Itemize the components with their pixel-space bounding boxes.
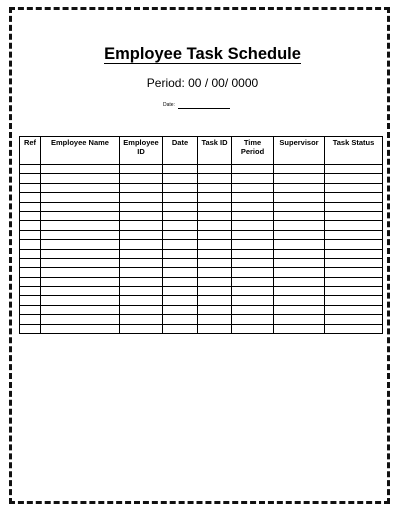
- table-cell[interactable]: [120, 268, 163, 277]
- table-cell[interactable]: [163, 324, 198, 333]
- table-cell[interactable]: [41, 305, 120, 314]
- table-cell[interactable]: [274, 230, 325, 239]
- table-cell[interactable]: [41, 183, 120, 192]
- table-cell[interactable]: [325, 258, 383, 267]
- table-cell[interactable]: [41, 221, 120, 230]
- table-cell[interactable]: [20, 183, 41, 192]
- column-header-task-status: Task Status: [325, 137, 383, 165]
- date-label: Date:: [163, 102, 175, 108]
- table-cell[interactable]: [274, 221, 325, 230]
- table-cell[interactable]: [120, 296, 163, 305]
- table-cell[interactable]: [163, 315, 198, 324]
- table-cell[interactable]: [232, 315, 274, 324]
- table-cell[interactable]: [120, 221, 163, 230]
- table-row: [20, 230, 383, 239]
- table-cell[interactable]: [325, 277, 383, 286]
- table-cell[interactable]: [163, 230, 198, 239]
- table-cell[interactable]: [41, 174, 120, 183]
- table-cell[interactable]: [232, 183, 274, 192]
- table-cell[interactable]: [232, 230, 274, 239]
- table-row: [20, 249, 383, 258]
- table-cell[interactable]: [41, 211, 120, 220]
- table-cell[interactable]: [198, 193, 232, 202]
- column-header-employee-name: Employee Name: [41, 137, 120, 165]
- table-cell[interactable]: [41, 277, 120, 286]
- table-cell[interactable]: [163, 193, 198, 202]
- column-header-supervisor: Supervisor: [274, 137, 325, 165]
- table-cell[interactable]: [198, 324, 232, 333]
- table-cell[interactable]: [274, 165, 325, 174]
- table-cell[interactable]: [274, 258, 325, 267]
- table-cell[interactable]: [20, 221, 41, 230]
- table-cell[interactable]: [198, 202, 232, 211]
- table-cell[interactable]: [20, 287, 41, 296]
- table-cell[interactable]: [41, 296, 120, 305]
- table-cell[interactable]: [198, 249, 232, 258]
- table-cell[interactable]: [120, 165, 163, 174]
- table-cell[interactable]: [198, 258, 232, 267]
- table-cell[interactable]: [41, 315, 120, 324]
- table-cell[interactable]: [120, 230, 163, 239]
- table-cell[interactable]: [198, 165, 232, 174]
- table-cell[interactable]: [325, 202, 383, 211]
- table-row: [20, 240, 383, 249]
- table-cell[interactable]: [163, 240, 198, 249]
- table-cell[interactable]: [20, 277, 41, 286]
- table-cell[interactable]: [325, 240, 383, 249]
- table-cell[interactable]: [120, 305, 163, 314]
- column-header-employee-id: Employee ID: [120, 137, 163, 165]
- table-cell[interactable]: [198, 240, 232, 249]
- task-schedule-table: [19, 136, 383, 334]
- title-text: Employee Task Schedule: [104, 45, 301, 63]
- table-row: [20, 315, 383, 324]
- table-cell[interactable]: [274, 277, 325, 286]
- table-body: [20, 165, 383, 334]
- table-cell[interactable]: [274, 296, 325, 305]
- table-cell[interactable]: [274, 249, 325, 258]
- table-cell[interactable]: [274, 202, 325, 211]
- table-cell[interactable]: [232, 296, 274, 305]
- table-cell[interactable]: [163, 211, 198, 220]
- table-cell[interactable]: [41, 324, 120, 333]
- table-cell[interactable]: [198, 230, 232, 239]
- table-cell[interactable]: [163, 249, 198, 258]
- table-row: [20, 211, 383, 220]
- table-cell[interactable]: [120, 202, 163, 211]
- table-row: [20, 305, 383, 314]
- table-cell[interactable]: [325, 296, 383, 305]
- table-cell[interactable]: [232, 202, 274, 211]
- table-cell[interactable]: [20, 230, 41, 239]
- table-cell[interactable]: [232, 174, 274, 183]
- date-blank-line: [178, 102, 230, 109]
- table-cell[interactable]: [163, 258, 198, 267]
- table-cell[interactable]: [120, 211, 163, 220]
- table-cell[interactable]: [274, 240, 325, 249]
- table-cell[interactable]: [41, 202, 120, 211]
- table-cell[interactable]: [120, 324, 163, 333]
- table-cell[interactable]: [41, 268, 120, 277]
- table-cell[interactable]: [325, 324, 383, 333]
- table-cell[interactable]: [198, 183, 232, 192]
- table-cell[interactable]: [325, 221, 383, 230]
- table-cell[interactable]: [198, 315, 232, 324]
- table-cell[interactable]: [232, 165, 274, 174]
- table-cell[interactable]: [20, 174, 41, 183]
- table-cell[interactable]: [41, 193, 120, 202]
- table-cell[interactable]: [274, 287, 325, 296]
- table-cell[interactable]: [163, 287, 198, 296]
- table-cell[interactable]: [325, 183, 383, 192]
- table-cell[interactable]: [232, 193, 274, 202]
- table-cell[interactable]: [325, 305, 383, 314]
- table-cell[interactable]: [41, 240, 120, 249]
- table-cell[interactable]: [274, 315, 325, 324]
- table-cell[interactable]: [20, 296, 41, 305]
- table-cell[interactable]: [120, 240, 163, 249]
- table-header-row: [20, 137, 383, 165]
- table-cell[interactable]: [325, 230, 383, 239]
- column-header-task-id: Task ID: [198, 137, 232, 165]
- table-cell[interactable]: [41, 287, 120, 296]
- table-row: [20, 202, 383, 211]
- table-cell[interactable]: [120, 287, 163, 296]
- table-cell[interactable]: [120, 249, 163, 258]
- table-cell[interactable]: [198, 277, 232, 286]
- table-cell[interactable]: [20, 268, 41, 277]
- table-cell[interactable]: [325, 249, 383, 258]
- table-cell[interactable]: [325, 211, 383, 220]
- table-cell[interactable]: [41, 249, 120, 258]
- table-cell[interactable]: [198, 268, 232, 277]
- table-cell[interactable]: [41, 165, 120, 174]
- table-cell[interactable]: [198, 211, 232, 220]
- document-title: [0, 44, 405, 64]
- table-cell[interactable]: [120, 183, 163, 192]
- table-cell[interactable]: [198, 287, 232, 296]
- table-row: [20, 277, 383, 286]
- table-cell[interactable]: [20, 211, 41, 220]
- table-cell[interactable]: [20, 240, 41, 249]
- table-cell[interactable]: [274, 193, 325, 202]
- table-cell[interactable]: [274, 211, 325, 220]
- table-cell[interactable]: [120, 193, 163, 202]
- table-cell[interactable]: [274, 268, 325, 277]
- table-cell[interactable]: [325, 174, 383, 183]
- table-row: [20, 296, 383, 305]
- table-cell[interactable]: [325, 268, 383, 277]
- table-row: [20, 183, 383, 192]
- table-cell[interactable]: [232, 221, 274, 230]
- table-cell[interactable]: [20, 202, 41, 211]
- table-cell[interactable]: [232, 240, 274, 249]
- table-row: [20, 268, 383, 277]
- table-cell[interactable]: [325, 165, 383, 174]
- table-cell[interactable]: [232, 258, 274, 267]
- table-cell[interactable]: [120, 277, 163, 286]
- table-cell[interactable]: [163, 221, 198, 230]
- table-cell[interactable]: [41, 258, 120, 267]
- table-cell[interactable]: [232, 277, 274, 286]
- table-cell[interactable]: [198, 221, 232, 230]
- table-row: [20, 258, 383, 267]
- column-header-date: Date: [163, 137, 198, 165]
- table-cell[interactable]: [20, 249, 41, 258]
- table-row: [20, 324, 383, 333]
- table-row: [20, 165, 383, 174]
- table-cell[interactable]: [274, 183, 325, 192]
- table-cell[interactable]: [274, 174, 325, 183]
- table-cell[interactable]: [20, 315, 41, 324]
- table-cell[interactable]: [163, 305, 198, 314]
- table-row: [20, 174, 383, 183]
- column-header-time-period: Time Period: [232, 137, 274, 165]
- table-cell[interactable]: [120, 174, 163, 183]
- table-cell[interactable]: [120, 258, 163, 267]
- date-field: [163, 101, 230, 109]
- table-cell[interactable]: [20, 305, 41, 314]
- table-cell[interactable]: [163, 165, 198, 174]
- table-cell[interactable]: [232, 287, 274, 296]
- table-cell[interactable]: [163, 277, 198, 286]
- table-cell[interactable]: [20, 193, 41, 202]
- table-cell[interactable]: [20, 258, 41, 267]
- table-cell[interactable]: [325, 287, 383, 296]
- table-cell[interactable]: [163, 174, 198, 183]
- table-row: [20, 221, 383, 230]
- table-cell[interactable]: [232, 268, 274, 277]
- table-cell[interactable]: [163, 268, 198, 277]
- table-cell[interactable]: [325, 193, 383, 202]
- table-cell[interactable]: [232, 249, 274, 258]
- table-cell[interactable]: [232, 211, 274, 220]
- table-cell[interactable]: [198, 174, 232, 183]
- table-cell[interactable]: [198, 305, 232, 314]
- table-row: [20, 193, 383, 202]
- table-cell[interactable]: [20, 165, 41, 174]
- table-cell[interactable]: [274, 324, 325, 333]
- table-cell[interactable]: [120, 315, 163, 324]
- table-cell[interactable]: [41, 230, 120, 239]
- table-cell[interactable]: [325, 315, 383, 324]
- table-cell[interactable]: [232, 324, 274, 333]
- table-row: [20, 287, 383, 296]
- table-cell[interactable]: [163, 296, 198, 305]
- table-cell[interactable]: [163, 202, 198, 211]
- table-cell[interactable]: [163, 183, 198, 192]
- table-cell[interactable]: [198, 296, 232, 305]
- table-cell[interactable]: [20, 324, 41, 333]
- table-cell[interactable]: [274, 305, 325, 314]
- column-header-ref: Ref: [20, 137, 41, 165]
- period-label: Period: 00 / 00/ 0000: [146, 76, 259, 90]
- table-cell[interactable]: [232, 305, 274, 314]
